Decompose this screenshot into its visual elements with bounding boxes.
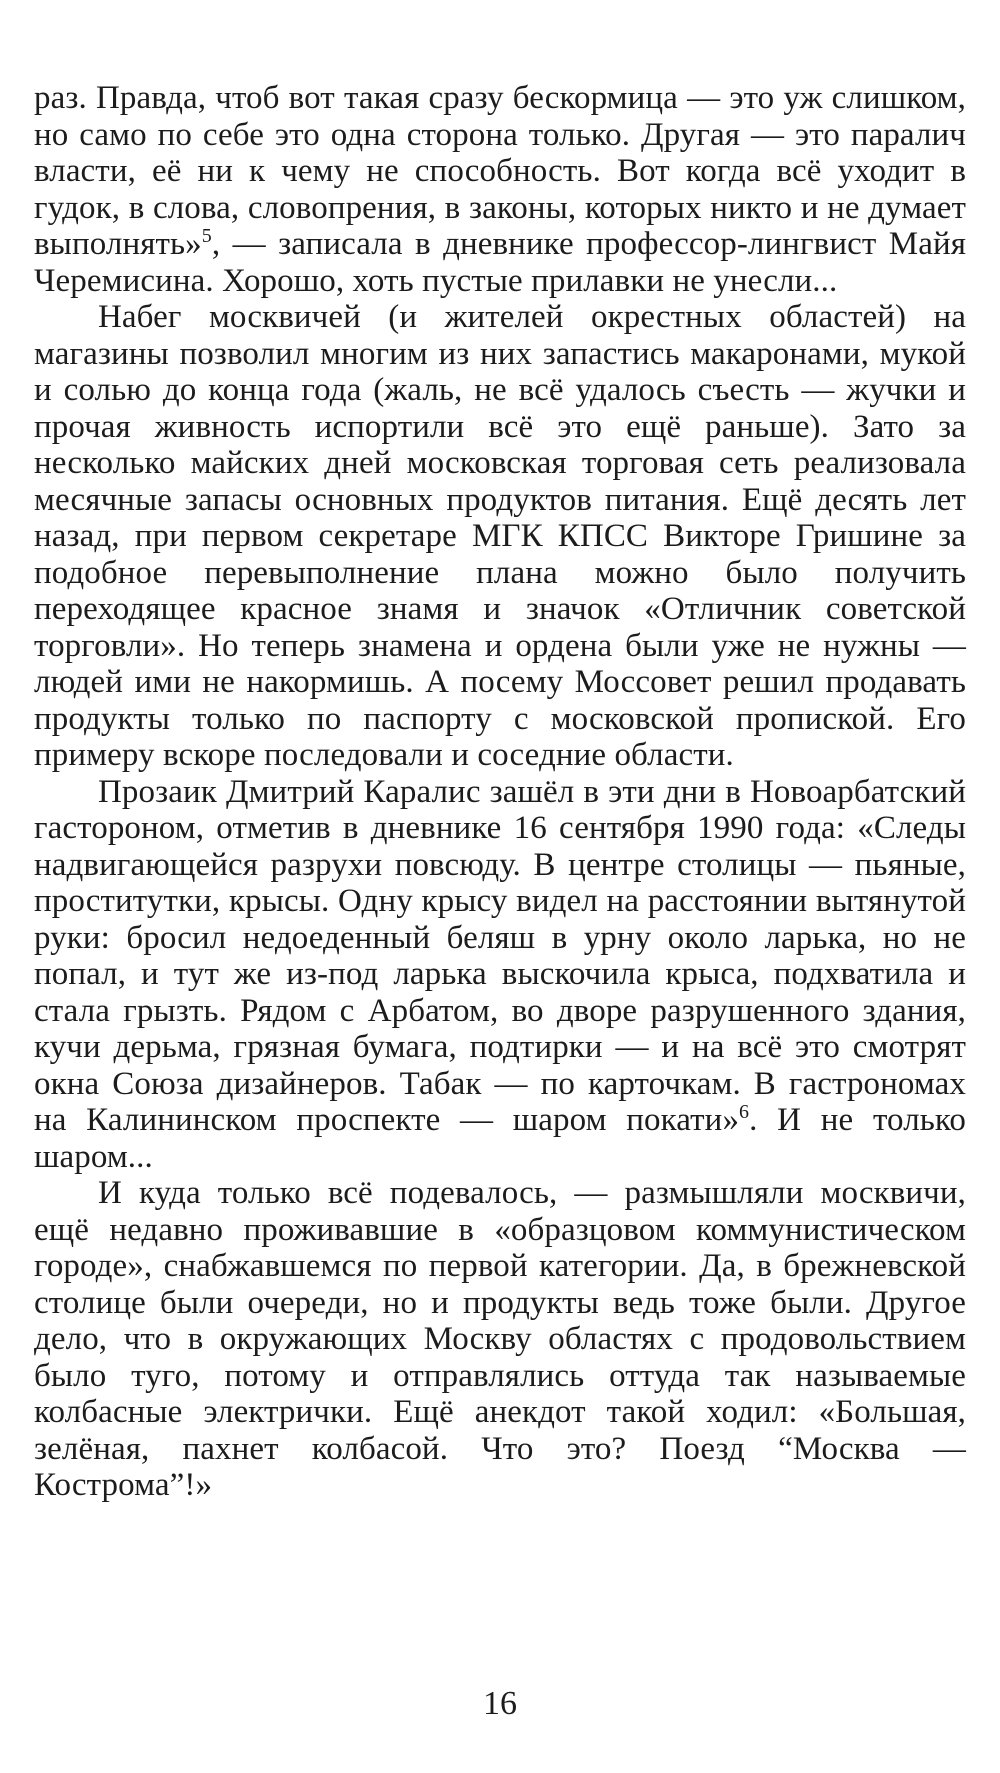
paragraph-4-text: И куда только всё подевалось, — размышляли москвичи, ещё недавно проживавшие в «образцовом коммунистическом городе», снабжавшемся по первой категории. Да, в брежневской столице были очереди, но и продукты ведь тоже были. Другое дело, что в окружающих Москву областях с продовольствием было туго, потому и отправлялись оттуда так называемые колбасные электрички. Ещё анекдот такой ходил: «Большая, зелёная, пахнет колбасой. Что это? Поезд “Москва — Кострома”!»	[34, 1175, 966, 1503]
paragraph-1	[34, 80, 966, 299]
paragraph-1-text: раз. Правда, чтоб вот такая сразу бескормица — это уж слишком, но само по себе это одна сторона только. Другая — это паралич власти, её ни к чему не способность. Вот когда всё уходит в гудок, в слова, словопрения, в законы, которых никто и не думает выполнять»	[34, 80, 966, 262]
footnote-ref-5: 5	[201, 225, 212, 247]
page-number: 16	[483, 1685, 517, 1722]
footnote-ref-6: 6	[739, 1101, 750, 1123]
paragraph-3-text-cont: . И не только шаром...	[34, 1102, 966, 1175]
paragraph-3	[34, 774, 966, 1176]
book-page-text	[34, 80, 966, 1504]
paragraph-3-text: Прозаик Дмитрий Каралис зашёл в эти дни в Новоарбатский гастороном, отметив в дневнике 16 сентября 1990 года: «Следы надвигающейся разрухи повсюду. В центре столицы — пьяные, проститутки, крысы. Одну крысу видел на расстоянии вытянутой руки: бросил недоеденный беляш в урну около ларька, но не попал, и тут же из-под ларька выскочила крыса, подхватила и стала грызть. Рядом с Арбатом, во дворе разрушенного здания, кучи дерьма, грязная бумага, подтирки — и на всё это смотрят окна Союза дизайнеров. Табак — по карточкам. В гастрономах на Калининском проспекте — шаром покати»	[34, 773, 966, 1138]
paragraph-4	[34, 1175, 966, 1504]
paragraph-2-text: Набег москвичей (и жителей окрестных областей) на магазины позволил многим из них запастись макаронами, мукой и солью до конца года (жаль, не всё удалось съесть — жучки и прочая живность испортили всё это ещё раньше). Зато за несколько майских дней московская торговая сеть реализовала месячные запасы основных продуктов питания. Ещё десять лет назад, при первом секретаре МГК КПСС Викторе Гришине за подобное перевыполнение плана можно было получить переходящее красное знамя и значок «Отличник советской торговли». Но теперь знамена и ордена были уже не нужны — людей ими не накормишь. А посему Моссовет решил продавать продукты только по паспорту с московской пропиской. Его примеру вскоре последовали и соседние области.	[34, 299, 966, 773]
paragraph-2	[34, 299, 966, 774]
paragraph-1-text-cont: , — записала в дневнике профессор-лингвист Майя Черемисина. Хорошо, хоть пустые прилавки не унесли...	[34, 226, 966, 299]
